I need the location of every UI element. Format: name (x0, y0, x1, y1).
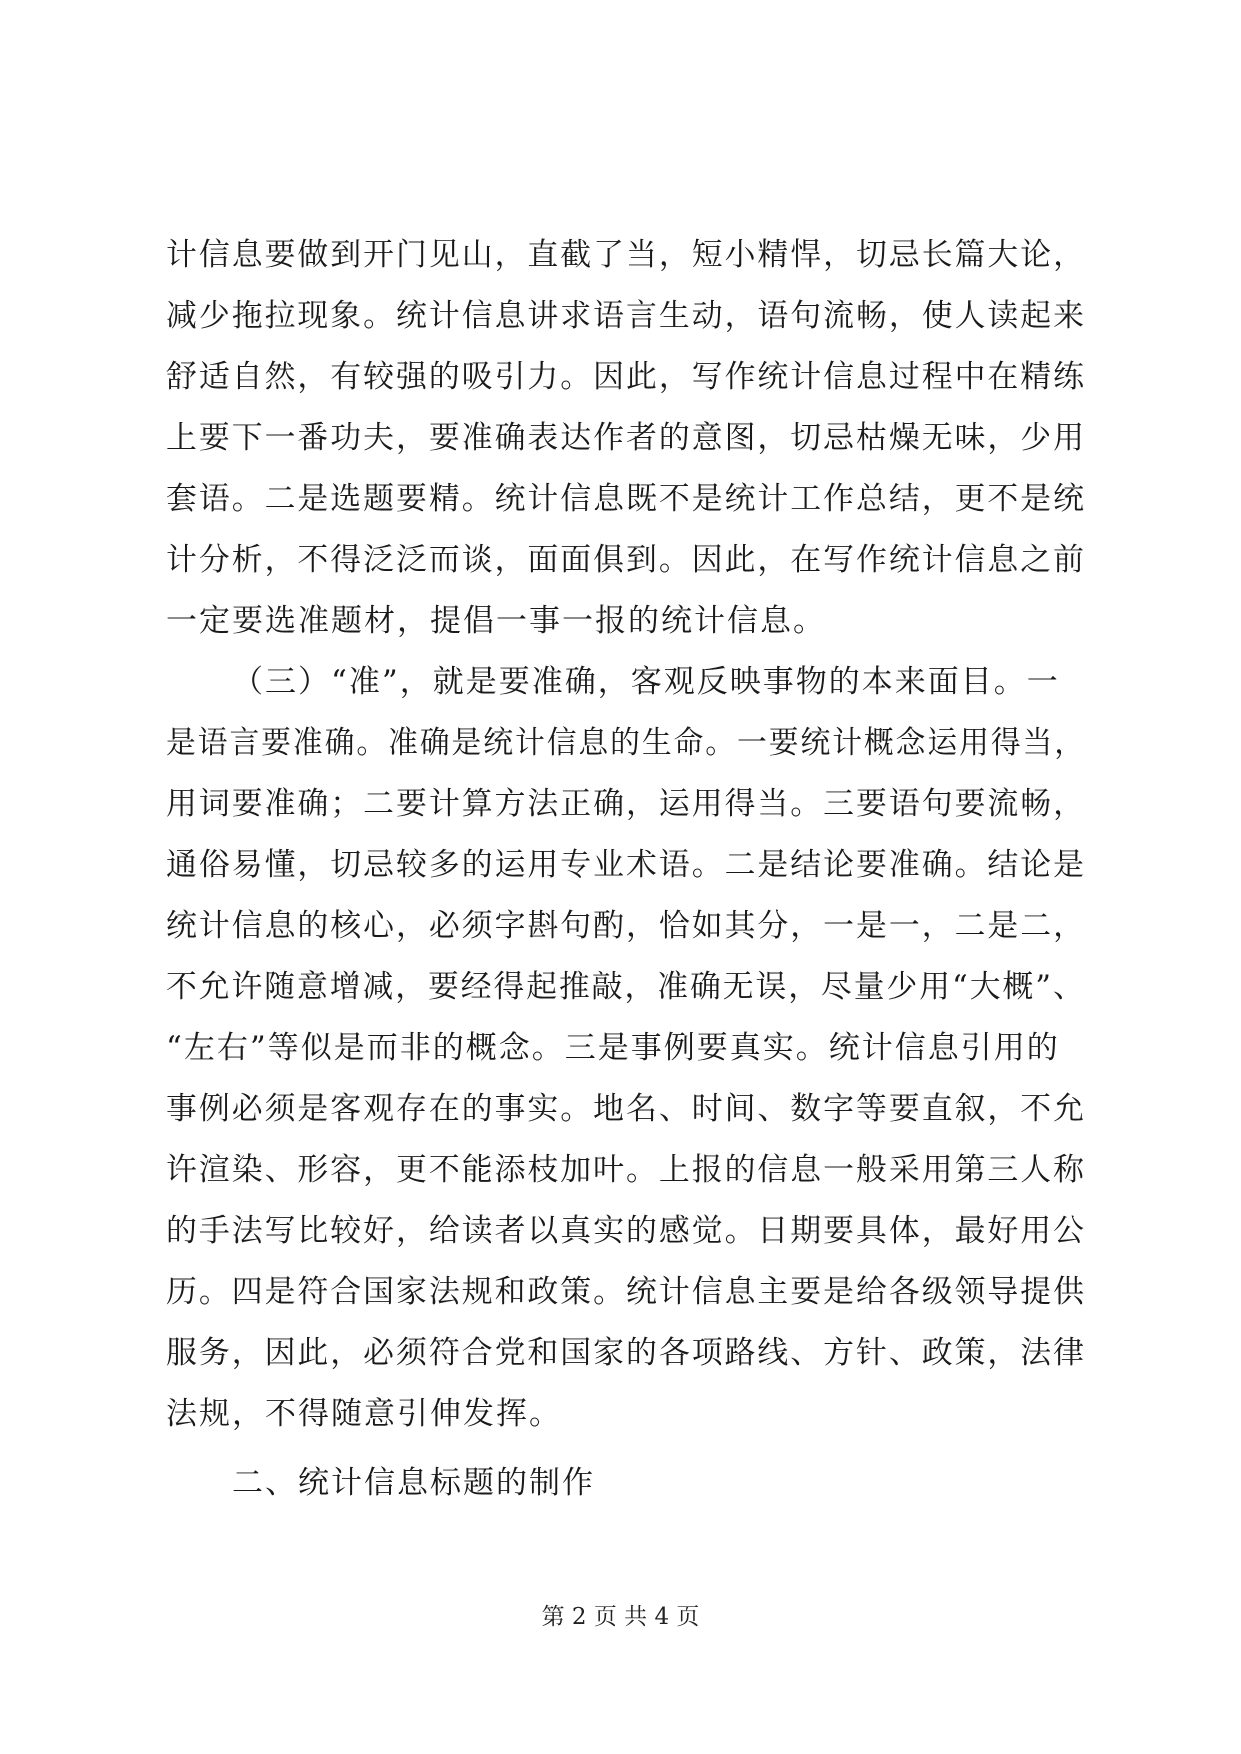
page-footer: 第 2 页 共 4 页 (541, 1604, 700, 1630)
text-line: 服务，因此，必须符合党和国家的各项路线、方针、政策，法律 (166, 1335, 1086, 1371)
text-line: 是语言要准确。准确是统计信息的生命。一要统计概念运用得当， (166, 725, 1086, 761)
text-line: 减少拖拉现象。统计信息讲求语言生动，语句流畅，使人读起来 (166, 298, 1086, 334)
text-line: 一定要选准题材，提倡一事一报的统计信息。 (166, 603, 826, 639)
text-line: 历。四是符合国家法规和政策。统计信息主要是给各级领导提供 (166, 1274, 1086, 1310)
text-line: 通俗易懂，切忌较多的运用专业术语。二是结论要准确。结论是 (166, 847, 1086, 883)
text-line: 法规，不得随意引伸发挥。 (166, 1396, 562, 1432)
text-line: 统计信息的核心，必须字斟句酌，恰如其分，一是一，二是二， (166, 908, 1086, 944)
text-line: “左右”等似是而非的概念。三是事例要真实。统计信息引用的 (166, 1030, 1060, 1066)
paragraph-first-line: （三）“准”，就是要准确，客观反映事物的本来面目。一 (232, 664, 1060, 700)
section-heading: 二、统计信息标题的制作 (232, 1465, 595, 1501)
text-line: 套语。二是选题要精。统计信息既不是统计工作总结，更不是统 (166, 481, 1086, 517)
text-line: 计分析，不得泛泛而谈，面面俱到。因此，在写作统计信息之前 (166, 542, 1086, 578)
text-line: 计信息要做到开门见山，直截了当，短小精悍，切忌长篇大论， (166, 237, 1086, 273)
text-line: 事例必须是客观存在的事实。地名、时间、数字等要直叙，不允 (166, 1091, 1086, 1127)
text-line: 上要下一番功夫，要准确表达作者的意图，切忌枯燥无味，少用 (166, 420, 1086, 456)
text-line: 舒适自然，有较强的吸引力。因此，写作统计信息过程中在精练 (166, 359, 1086, 395)
text-line: 不允许随意增减，要经得起推敲，准确无误，尽量少用“大概”、 (166, 969, 1086, 1005)
text-line: 用词要准确；二要计算方法正确，运用得当。三要语句要流畅， (166, 786, 1086, 822)
text-line: 的手法写比较好，给读者以真实的感觉。日期要具体，最好用公 (166, 1213, 1086, 1249)
text-line: 许渲染、形容，更不能添枝加叶。上报的信息一般采用第三人称 (166, 1152, 1086, 1188)
